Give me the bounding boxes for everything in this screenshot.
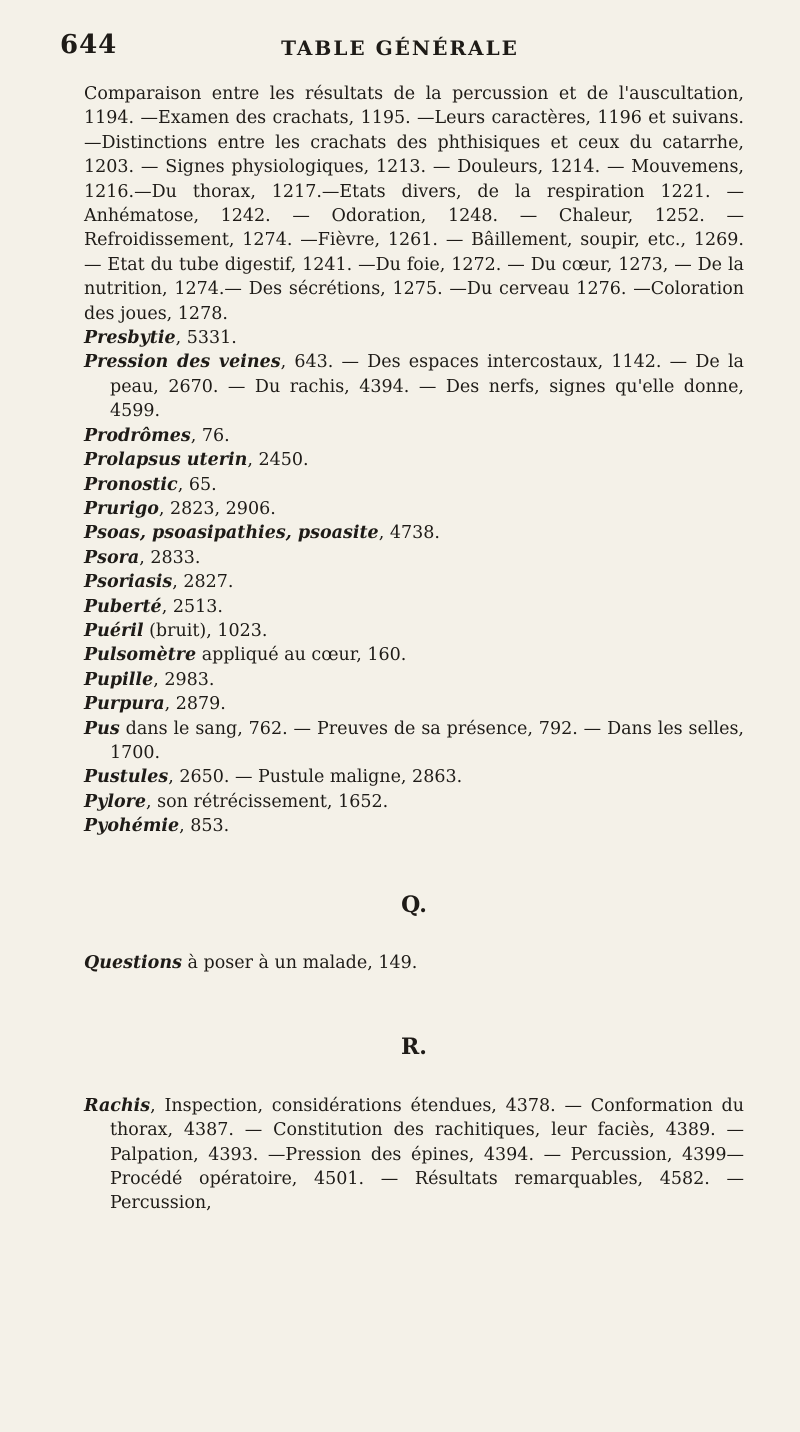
index-content [84, 82, 744, 1216]
index-entry [84, 424, 744, 448]
entry-term: Purpura [84, 694, 165, 715]
index-entry [84, 570, 744, 594]
entry-term: Questions [84, 953, 182, 973]
entry-text: , 2513. [161, 596, 223, 617]
index-entry [84, 692, 744, 716]
page-number: 644 [60, 30, 118, 60]
index-entry [84, 595, 744, 619]
index-entry [84, 473, 744, 497]
entry-text: (bruit), 1023. [143, 620, 268, 641]
section-letter-r: R. [401, 1034, 427, 1061]
running-title: TABLE GÉNÉRALE [281, 36, 519, 60]
entry-text: , 2983. [153, 669, 215, 690]
entry-text: , 2833. [139, 547, 201, 568]
entry-term: Pyohémie [84, 816, 180, 837]
index-entry [84, 521, 744, 545]
entry-term: Puberté [84, 596, 162, 617]
entry-text: , 643. — Des espaces intercostaux, 1142. — De la peau, 2670. — Du rachis, 4394. — Des nerfs, signes qu'elle donne, 4599. [110, 352, 744, 422]
entry-term: Presbytie [84, 328, 176, 349]
index-entry [84, 668, 744, 692]
entry-term: Pus [84, 718, 120, 739]
entry-term: Pylore [84, 791, 147, 812]
index-entry [84, 497, 744, 521]
entry-text: , 2450. [247, 450, 309, 471]
entry-term: Pustules [84, 767, 169, 788]
entry-text: , Inspection, considérations étendues, 4378. — Conformation du thorax, 4387. — Constitution des rachitiques, leur faciès, 4389. — Palpation, 4393. —Pression des épines, 4394. — Percussion, 4399— Procédé opératoire, 4501. — Résultats remarquables, 4582. — Percussion, [110, 1095, 744, 1214]
index-entry-continuation [84, 82, 744, 326]
entry-text: appliqué au cœur, 160. [196, 645, 407, 666]
entry-term: Psoriasis [84, 572, 173, 593]
index-entry [84, 546, 744, 570]
entry-text: , 2823, 2906. [158, 498, 276, 519]
page-header [60, 30, 740, 70]
entry-text: , son rétrécissement, 1652. [146, 791, 389, 812]
index-entry [84, 1094, 744, 1216]
entry-term: Puéril [84, 620, 144, 641]
index-entry [84, 765, 744, 789]
entry-term: Pronostic [84, 474, 178, 495]
entry-term: Pulsomètre [84, 645, 197, 666]
entry-text: dans le sang, 762. — Preuves de sa présence, 792. — Dans les selles, 1700. [110, 718, 744, 763]
index-entry [84, 619, 744, 643]
index-entry [84, 717, 744, 766]
entry-text: à poser à un malade, 149. [181, 953, 418, 973]
index-entry [84, 326, 744, 350]
entry-text: , 76. [190, 425, 230, 446]
index-entry [84, 643, 744, 667]
index-entry [84, 790, 744, 814]
section-letter-q: Q. [401, 891, 427, 918]
entry-term: Pupille [84, 669, 154, 690]
entry-text: Comparaison entre les résultats de la percussion et de l'auscultation, 1194. —Examen des crachats, 1195. —Leurs caractères, 1196 et suivans.—Distinctions entre les crachats des phthisiques et ceux du catarrhe, 1203. — Signes physiologiques, 1213. — Douleurs, 1214. — Mouvemens, 1216.—Du thorax, 1217.—Etats divers, de la respiration 1221. —Anhématose, 1242. — Odoration, 1248. — Chaleur, 1252. — Refroidissement, 1274. —Fièvre, 1261. — Bâillement, soupir, etc., 1269. — Etat du tube digestif, 1241. —Du foie, 1272. — Du cœur, 1273, — De la nutrition, 1274.— Des sécrétions, 1275. —Du cerveau 1276. —Coloration des joues, 1278. [84, 84, 744, 324]
entry-term: Prurigo [84, 498, 159, 519]
entry-text: , 2650. — Pustule maligne, 2863. [168, 767, 463, 788]
index-entry [84, 448, 744, 472]
entry-text: , 4738. [378, 523, 440, 544]
entry-text: , 2879. [164, 694, 226, 715]
entry-term: Pression des veines [84, 352, 281, 373]
index-entry [84, 951, 744, 975]
entry-term: Rachis [84, 1095, 151, 1116]
index-entry [84, 350, 744, 423]
entry-text: , 65. [177, 474, 217, 495]
entry-term: Psora [84, 547, 140, 568]
entry-term: Prolapsus uterin [84, 450, 248, 471]
entry-term: Psoas, psoasipathies, psoasite [84, 523, 379, 544]
entry-text: , 853. [179, 816, 230, 837]
entry-term: Prodrômes [84, 425, 191, 446]
entry-text: , 5331. [175, 328, 237, 349]
index-entry [84, 814, 744, 838]
entry-text: , 2827. [172, 572, 234, 593]
